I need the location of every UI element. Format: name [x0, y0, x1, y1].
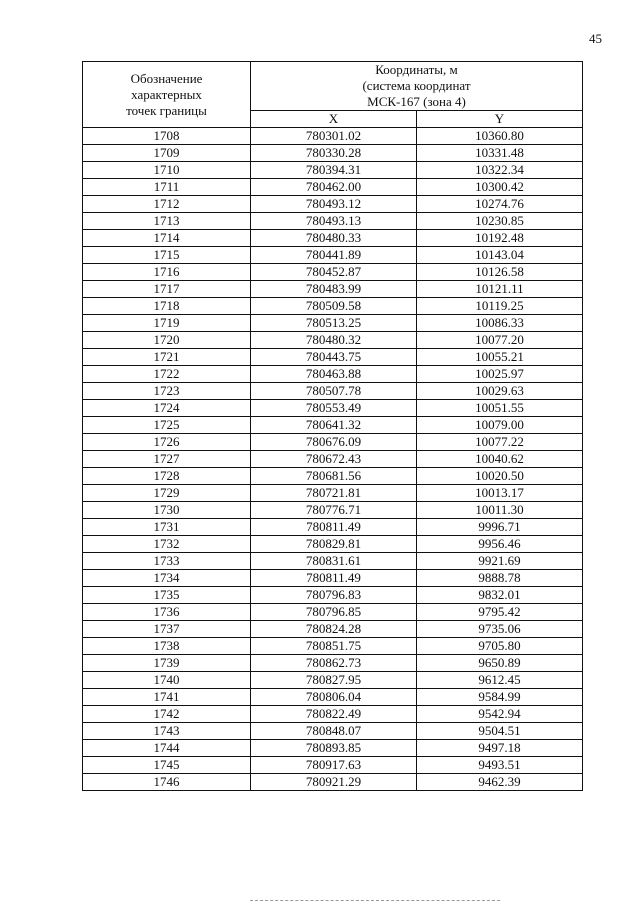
y-coordinate-cell: 9584.99 [417, 689, 583, 706]
y-coordinate-cell: 9921.69 [417, 553, 583, 570]
y-coordinate-cell: 10055.21 [417, 349, 583, 366]
point-id-cell: 1714 [83, 230, 251, 247]
table-row [83, 349, 583, 366]
table-row [83, 621, 583, 638]
y-coordinate-cell: 9888.78 [417, 570, 583, 587]
point-id-cell: 1721 [83, 349, 251, 366]
table-row [83, 179, 583, 196]
point-id-cell: 1739 [83, 655, 251, 672]
y-coordinate-cell: 9956.46 [417, 536, 583, 553]
y-coordinate-cell: 10119.25 [417, 298, 583, 315]
y-coordinate-cell: 9504.51 [417, 723, 583, 740]
y-coordinate-cell: 10040.62 [417, 451, 583, 468]
point-id-cell: 1725 [83, 417, 251, 434]
point-id-cell: 1724 [83, 400, 251, 417]
y-coordinate-cell: 9650.89 [417, 655, 583, 672]
table-row [83, 196, 583, 213]
table-row [83, 672, 583, 689]
x-coordinate-cell: 780851.75 [251, 638, 417, 655]
footer-divider [250, 900, 500, 902]
x-coordinate-cell: 780822.49 [251, 706, 417, 723]
y-coordinate-cell: 10274.76 [417, 196, 583, 213]
table-row [83, 213, 583, 230]
y-coordinate-cell: 10079.00 [417, 417, 583, 434]
x-coordinate-cell: 780893.85 [251, 740, 417, 757]
table-row [83, 723, 583, 740]
point-id-cell: 1729 [83, 485, 251, 502]
x-coordinate-cell: 780493.12 [251, 196, 417, 213]
coordinates-group-header [251, 62, 583, 111]
x-coordinate-cell: 780676.09 [251, 434, 417, 451]
table-row [83, 536, 583, 553]
y-coordinate-cell: 10051.55 [417, 400, 583, 417]
table-row [83, 774, 583, 791]
point-id-cell: 1722 [83, 366, 251, 383]
table-row [83, 587, 583, 604]
y-coordinate-cell: 9795.42 [417, 604, 583, 621]
x-coordinate-cell: 780509.58 [251, 298, 417, 315]
table-row [83, 298, 583, 315]
x-coordinate-cell: 780721.81 [251, 485, 417, 502]
point-id-cell: 1746 [83, 774, 251, 791]
y-coordinate-cell: 10143.04 [417, 247, 583, 264]
point-designation-header [83, 62, 251, 128]
y-coordinate-cell: 10020.50 [417, 468, 583, 485]
x-coordinate-cell: 780796.85 [251, 604, 417, 621]
table-row [83, 638, 583, 655]
x-coordinate-cell: 780811.49 [251, 519, 417, 536]
table-row [83, 315, 583, 332]
y-coordinate-cell: 10077.22 [417, 434, 583, 451]
point-id-cell: 1745 [83, 757, 251, 774]
x-coordinate-cell: 780681.56 [251, 468, 417, 485]
table-row [83, 145, 583, 162]
point-id-cell: 1731 [83, 519, 251, 536]
point-id-cell: 1718 [83, 298, 251, 315]
coordinates-header-line: МСК-167 (зона 4) [367, 94, 466, 109]
y-coordinate-cell: 10230.85 [417, 213, 583, 230]
point-id-cell: 1713 [83, 213, 251, 230]
y-coordinate-cell: 10192.48 [417, 230, 583, 247]
point-id-cell: 1741 [83, 689, 251, 706]
x-coordinate-cell: 780921.29 [251, 774, 417, 791]
point-id-cell: 1719 [83, 315, 251, 332]
y-column-header: Y [417, 111, 583, 128]
x-coordinate-cell: 780394.31 [251, 162, 417, 179]
table-row [83, 332, 583, 349]
y-coordinate-cell: 9497.18 [417, 740, 583, 757]
y-coordinate-cell: 10126.58 [417, 264, 583, 281]
y-coordinate-cell: 9493.51 [417, 757, 583, 774]
point-designation-header-line: точек границы [126, 102, 207, 118]
y-coordinate-cell: 10013.17 [417, 485, 583, 502]
point-id-cell: 1732 [83, 536, 251, 553]
table-row [83, 400, 583, 417]
table-row [83, 485, 583, 502]
y-coordinate-cell: 9705.80 [417, 638, 583, 655]
table-row [83, 247, 583, 264]
y-coordinate-cell: 10011.30 [417, 502, 583, 519]
point-id-cell: 1720 [83, 332, 251, 349]
point-id-cell: 1742 [83, 706, 251, 723]
x-coordinate-cell: 780827.95 [251, 672, 417, 689]
table-row [83, 604, 583, 621]
x-coordinate-cell: 780462.00 [251, 179, 417, 196]
point-id-cell: 1734 [83, 570, 251, 587]
x-coordinate-cell: 780443.75 [251, 349, 417, 366]
table-row [83, 366, 583, 383]
table-row [83, 553, 583, 570]
x-coordinate-cell: 780452.87 [251, 264, 417, 281]
x-coordinate-cell: 780480.33 [251, 230, 417, 247]
x-coordinate-cell: 780776.71 [251, 502, 417, 519]
point-id-cell: 1738 [83, 638, 251, 655]
point-id-cell: 1744 [83, 740, 251, 757]
point-id-cell: 1743 [83, 723, 251, 740]
y-coordinate-cell: 9996.71 [417, 519, 583, 536]
x-column-header: X [251, 111, 417, 128]
table-row [83, 264, 583, 281]
y-coordinate-cell: 10322.34 [417, 162, 583, 179]
y-coordinate-cell: 10086.33 [417, 315, 583, 332]
table-row [83, 757, 583, 774]
x-coordinate-cell: 780480.32 [251, 332, 417, 349]
table-row [83, 281, 583, 298]
table-row [83, 434, 583, 451]
x-coordinate-cell: 780553.49 [251, 400, 417, 417]
point-id-cell: 1737 [83, 621, 251, 638]
y-coordinate-cell: 10029.63 [417, 383, 583, 400]
x-coordinate-cell: 780811.49 [251, 570, 417, 587]
y-coordinate-cell: 10331.48 [417, 145, 583, 162]
point-designation-header-line: характерных [131, 86, 202, 102]
x-coordinate-cell: 780917.63 [251, 757, 417, 774]
boundary-coordinates-table [82, 61, 583, 791]
table-row [83, 570, 583, 587]
y-coordinate-cell: 10300.42 [417, 179, 583, 196]
x-coordinate-cell: 780672.43 [251, 451, 417, 468]
point-id-cell: 1736 [83, 604, 251, 621]
point-designation-header-line: Обозначение [130, 70, 203, 86]
table-row [83, 128, 583, 145]
y-coordinate-cell: 10121.11 [417, 281, 583, 298]
x-coordinate-cell: 780441.89 [251, 247, 417, 264]
point-id-cell: 1730 [83, 502, 251, 519]
table-row [83, 706, 583, 723]
x-coordinate-cell: 780507.78 [251, 383, 417, 400]
table-row [83, 740, 583, 757]
x-coordinate-cell: 780330.28 [251, 145, 417, 162]
table-row [83, 519, 583, 536]
page-number: 45 [589, 31, 602, 46]
point-id-cell: 1723 [83, 383, 251, 400]
x-coordinate-cell: 780862.73 [251, 655, 417, 672]
coordinates-table-body [83, 128, 583, 791]
x-coordinate-cell: 780829.81 [251, 536, 417, 553]
table-row [83, 689, 583, 706]
y-coordinate-cell: 9832.01 [417, 587, 583, 604]
point-id-cell: 1740 [83, 672, 251, 689]
point-id-cell: 1709 [83, 145, 251, 162]
coordinates-header-line: (система координат [362, 78, 471, 93]
y-coordinate-cell: 10077.20 [417, 332, 583, 349]
point-id-cell: 1715 [83, 247, 251, 264]
table-row [83, 655, 583, 672]
x-coordinate-cell: 780641.32 [251, 417, 417, 434]
y-coordinate-cell: 9462.39 [417, 774, 583, 791]
x-coordinate-cell: 780483.99 [251, 281, 417, 298]
x-coordinate-cell: 780301.02 [251, 128, 417, 145]
point-id-cell: 1727 [83, 451, 251, 468]
x-coordinate-cell: 780848.07 [251, 723, 417, 740]
x-coordinate-cell: 780463.88 [251, 366, 417, 383]
point-id-cell: 1733 [83, 553, 251, 570]
point-id-cell: 1716 [83, 264, 251, 281]
point-id-cell: 1712 [83, 196, 251, 213]
table-row [83, 502, 583, 519]
table-row [83, 417, 583, 434]
table-row [83, 468, 583, 485]
table-row [83, 383, 583, 400]
point-id-cell: 1717 [83, 281, 251, 298]
x-coordinate-cell: 780806.04 [251, 689, 417, 706]
y-coordinate-cell: 9735.06 [417, 621, 583, 638]
y-coordinate-cell: 9612.45 [417, 672, 583, 689]
table-row [83, 230, 583, 247]
x-coordinate-cell: 780513.25 [251, 315, 417, 332]
y-coordinate-cell: 10360.80 [417, 128, 583, 145]
table-row [83, 162, 583, 179]
x-coordinate-cell: 780831.61 [251, 553, 417, 570]
point-id-cell: 1728 [83, 468, 251, 485]
point-id-cell: 1726 [83, 434, 251, 451]
point-id-cell: 1711 [83, 179, 251, 196]
table-row [83, 451, 583, 468]
x-coordinate-cell: 780824.28 [251, 621, 417, 638]
point-id-cell: 1735 [83, 587, 251, 604]
x-coordinate-cell: 780796.83 [251, 587, 417, 604]
x-coordinate-cell: 780493.13 [251, 213, 417, 230]
point-id-cell: 1710 [83, 162, 251, 179]
y-coordinate-cell: 10025.97 [417, 366, 583, 383]
coordinates-header-line: Координаты, м [375, 62, 458, 77]
point-id-cell: 1708 [83, 128, 251, 145]
y-coordinate-cell: 9542.94 [417, 706, 583, 723]
